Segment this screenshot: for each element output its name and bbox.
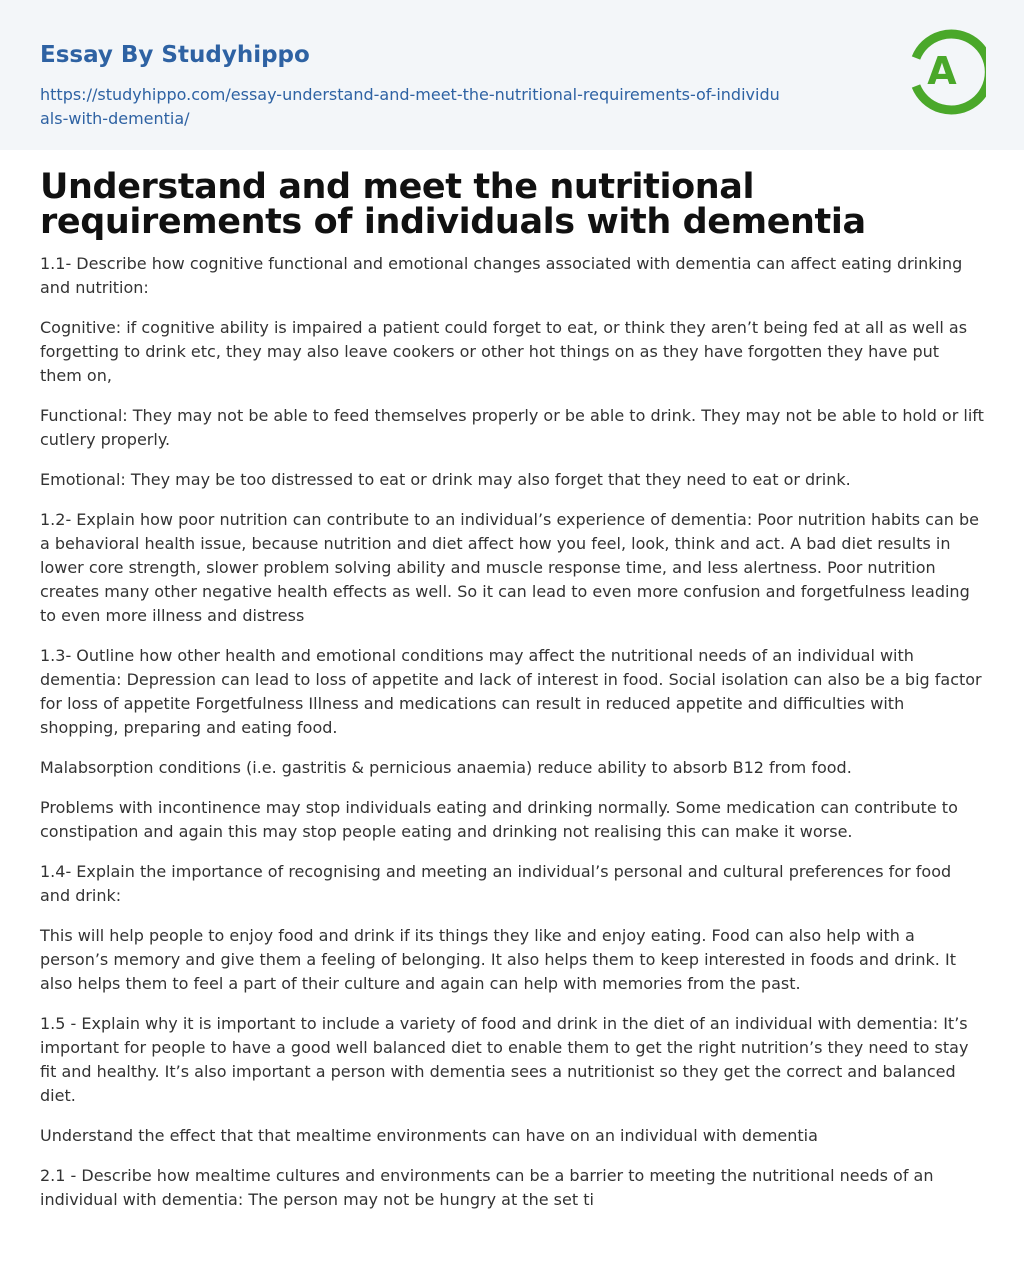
article-paragraph: Malabsorption conditions (i.e. gastritis & pernicious anaemia) reduce ability to absorb B12 from food. <box>40 758 852 777</box>
essay-url-link[interactable]: https://studyhippo.com/essay-understand-and-meet-the-nutritional-requirements-of-individuals-with-dementia/ <box>40 85 780 128</box>
studyhippo-logo-icon[interactable] <box>898 28 986 116</box>
brand-name[interactable]: Essay By Studyhippo <box>40 42 310 68</box>
article-paragraph: 1.4- Explain the importance of recognising and meeting an individual’s personal and cultural preferences for food and drink: <box>40 862 952 905</box>
article-body <box>40 252 984 1212</box>
article-paragraph: Cognitive: if cognitive ability is impaired a patient could forget to eat, or think they aren’t being fed at all as well as forgetting to drink etc, they may also leave cookers or other hot things on as they have forgotten they have put them on, <box>40 318 968 385</box>
article-paragraph: 1.3- Outline how other health and emotional conditions may affect the nutritional needs of an individual with dementia: Depression can lead to loss of appetite and lack of interest in food. Social isolation can also be a big factor for loss of appetite Forgetfulness Illness and medications can result in reduced appetite and difficulties with shopping, preparing and eating food. <box>40 646 982 737</box>
article-paragraph: This will help people to enjoy food and drink if its things they like and enjoy eating. Food can also help with a person’s memory and give them a feeling of belonging. It also helps them to keep interested in foods and drink. It also helps them to feel a part of their culture and again can help with memories from the past. <box>40 926 956 993</box>
article-paragraph: Emotional: They may be too distressed to eat or drink may also forget that they need to eat or drink. <box>40 470 851 489</box>
page-title: Understand and meet the nutritional requirements of individuals with dementia <box>40 167 866 242</box>
article <box>0 150 1024 1212</box>
article-paragraph: Functional: They may not be able to feed themselves properly or be able to drink. They may not be able to hold or lift cutlery properly. <box>40 406 984 449</box>
article-paragraph: 1.2- Explain how poor nutrition can contribute to an individual’s experience of dementia: Poor nutrition habits can be a behavioral health issue, because nutrition and diet affect how you feel, look, think and act. A bad diet results in lower core strength, slower problem solving ability and muscle response time, and less alertness. Poor nutrition creates many other negative health effects as well. So it can lead to even more confusion and forgetfulness leading to even more illness and distress <box>40 510 980 625</box>
article-paragraph: 1.5 - Explain why it is important to include a variety of food and drink in the diet of an individual with dementia: It’s important for people to have a good well balanced diet to enable them to get the right nutrition’s they need to stay fit and healthy. It’s also important a person with dementia sees a nutritionist so they get the correct and balanced diet. <box>40 1014 969 1105</box>
article-paragraph: 2.1 - Describe how mealtime cultures and environments can be a barrier to meeting the nutritional needs of an individual with dementia: The person may not be hungry at the set ti <box>40 1166 934 1209</box>
logo-letter: A <box>927 49 957 93</box>
site-header <box>0 0 1024 150</box>
article-paragraph: 1.1- Describe how cognitive functional and emotional changes associated with dementia can affect eating drinking and nutrition: <box>40 254 963 297</box>
article-paragraph: Understand the effect that that mealtime environments can have on an individual with dementia <box>40 1126 818 1145</box>
article-paragraph: Problems with incontinence may stop individuals eating and drinking normally. Some medication can contribute to constipation and again this may stop people eating and drinking not realising this can make it worse. <box>40 798 958 841</box>
